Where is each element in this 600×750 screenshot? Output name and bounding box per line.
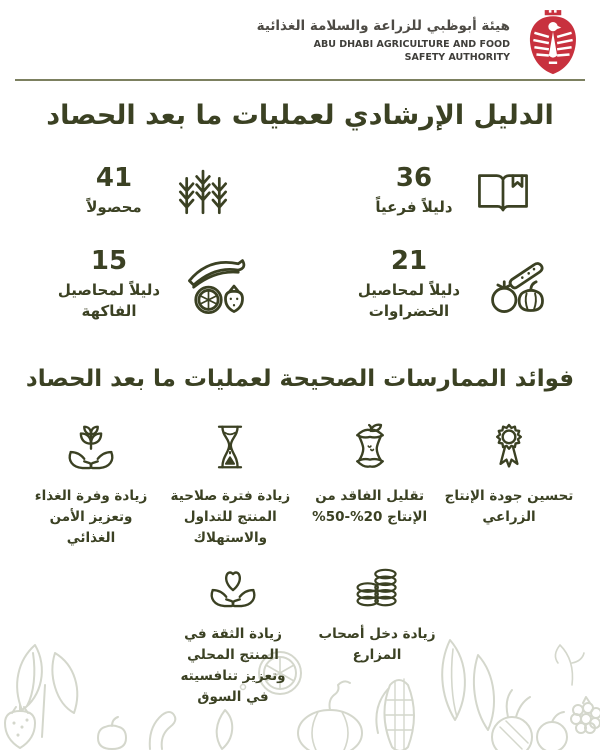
benefits-row-2 (10, 558, 600, 708)
stat-vegetable-guides-value: 21 (390, 246, 428, 276)
stat-fruit-guides-label: دليلاً لمحاصيل الفاكهة (57, 281, 161, 320)
benefit-farmer-income-label: زيادة دخل أصحاب المزارع (318, 626, 436, 663)
benefit-reduce-loss-label: تقليل الفاقد من الإنتاج 20%-50% (312, 488, 428, 525)
benefit-reduce-loss (305, 420, 435, 549)
benefit-shelf-life (165, 420, 295, 549)
section1-title: الدليل الإرشادي لعمليات ما بعد الحصاد (46, 100, 554, 131)
benefit-shelf-life-label: زيادة فترة صلاحية المنتج للتداول والاستهلاك (170, 488, 291, 546)
benefit-local-trust-label: زيادة الثقة في المنتج المحلي وتعزيز تنافسيته في السوق (180, 626, 286, 705)
benefit-food-security-label: زيادة وفرة الغذاء وتعزيز الأمن الغذائي (34, 488, 148, 546)
open-book-icon (474, 162, 532, 220)
hands-plant-icon (64, 420, 118, 474)
stat-fruit-guides-value: 15 (90, 246, 128, 276)
stat-vegetable-guides-label: دليلاً لمحاصيل الخضراوات (357, 281, 461, 320)
benefit-food-security (26, 420, 156, 549)
benefit-quality (444, 420, 574, 549)
header-divider (15, 79, 585, 81)
apple-core-icon (343, 420, 397, 474)
vegetables-icon (483, 251, 551, 319)
award-ribbon-icon (482, 420, 536, 474)
section2-title: فوائد الممارسات الصحيحة لعمليات ما بعد الحصاد (25, 366, 575, 392)
stat-sub-guides (368, 162, 532, 220)
hands-heart-icon (206, 558, 260, 612)
org-name-arabic: هيئة أبوظبي للزراعة والسلامة الغذائية (256, 18, 510, 34)
benefit-farmer-income (312, 558, 442, 708)
org-name-english (257, 38, 510, 65)
stat-vegetable-guides (349, 248, 551, 322)
stat-crops (68, 162, 232, 220)
fruits-icon (183, 251, 251, 319)
stat-sub-guides-value: 36 (395, 162, 433, 193)
stat-crops-label: محصولاً (86, 197, 142, 216)
benefit-quality-label: تحسين جودة الإنتاج الزراعي (444, 488, 574, 525)
benefits-row-1 (26, 420, 574, 549)
wheat-icon (174, 162, 232, 220)
org-name-english-line1: ABU DHABI AGRICULTURE AND FOOD (313, 39, 510, 50)
stats-grid (0, 162, 600, 322)
coins-icon (350, 558, 404, 612)
stat-sub-guides-label: دليلاً فرعياً (375, 197, 453, 216)
org-name-english-line2: SAFETY AUTHORITY (404, 52, 510, 64)
adafsa-falcon-emblem-icon (522, 8, 584, 74)
hourglass-icon (203, 420, 257, 474)
stat-crops-value: 41 (95, 162, 133, 193)
stat-fruit-guides (49, 248, 251, 322)
org-names (257, 18, 510, 65)
benefit-local-trust (168, 558, 298, 708)
